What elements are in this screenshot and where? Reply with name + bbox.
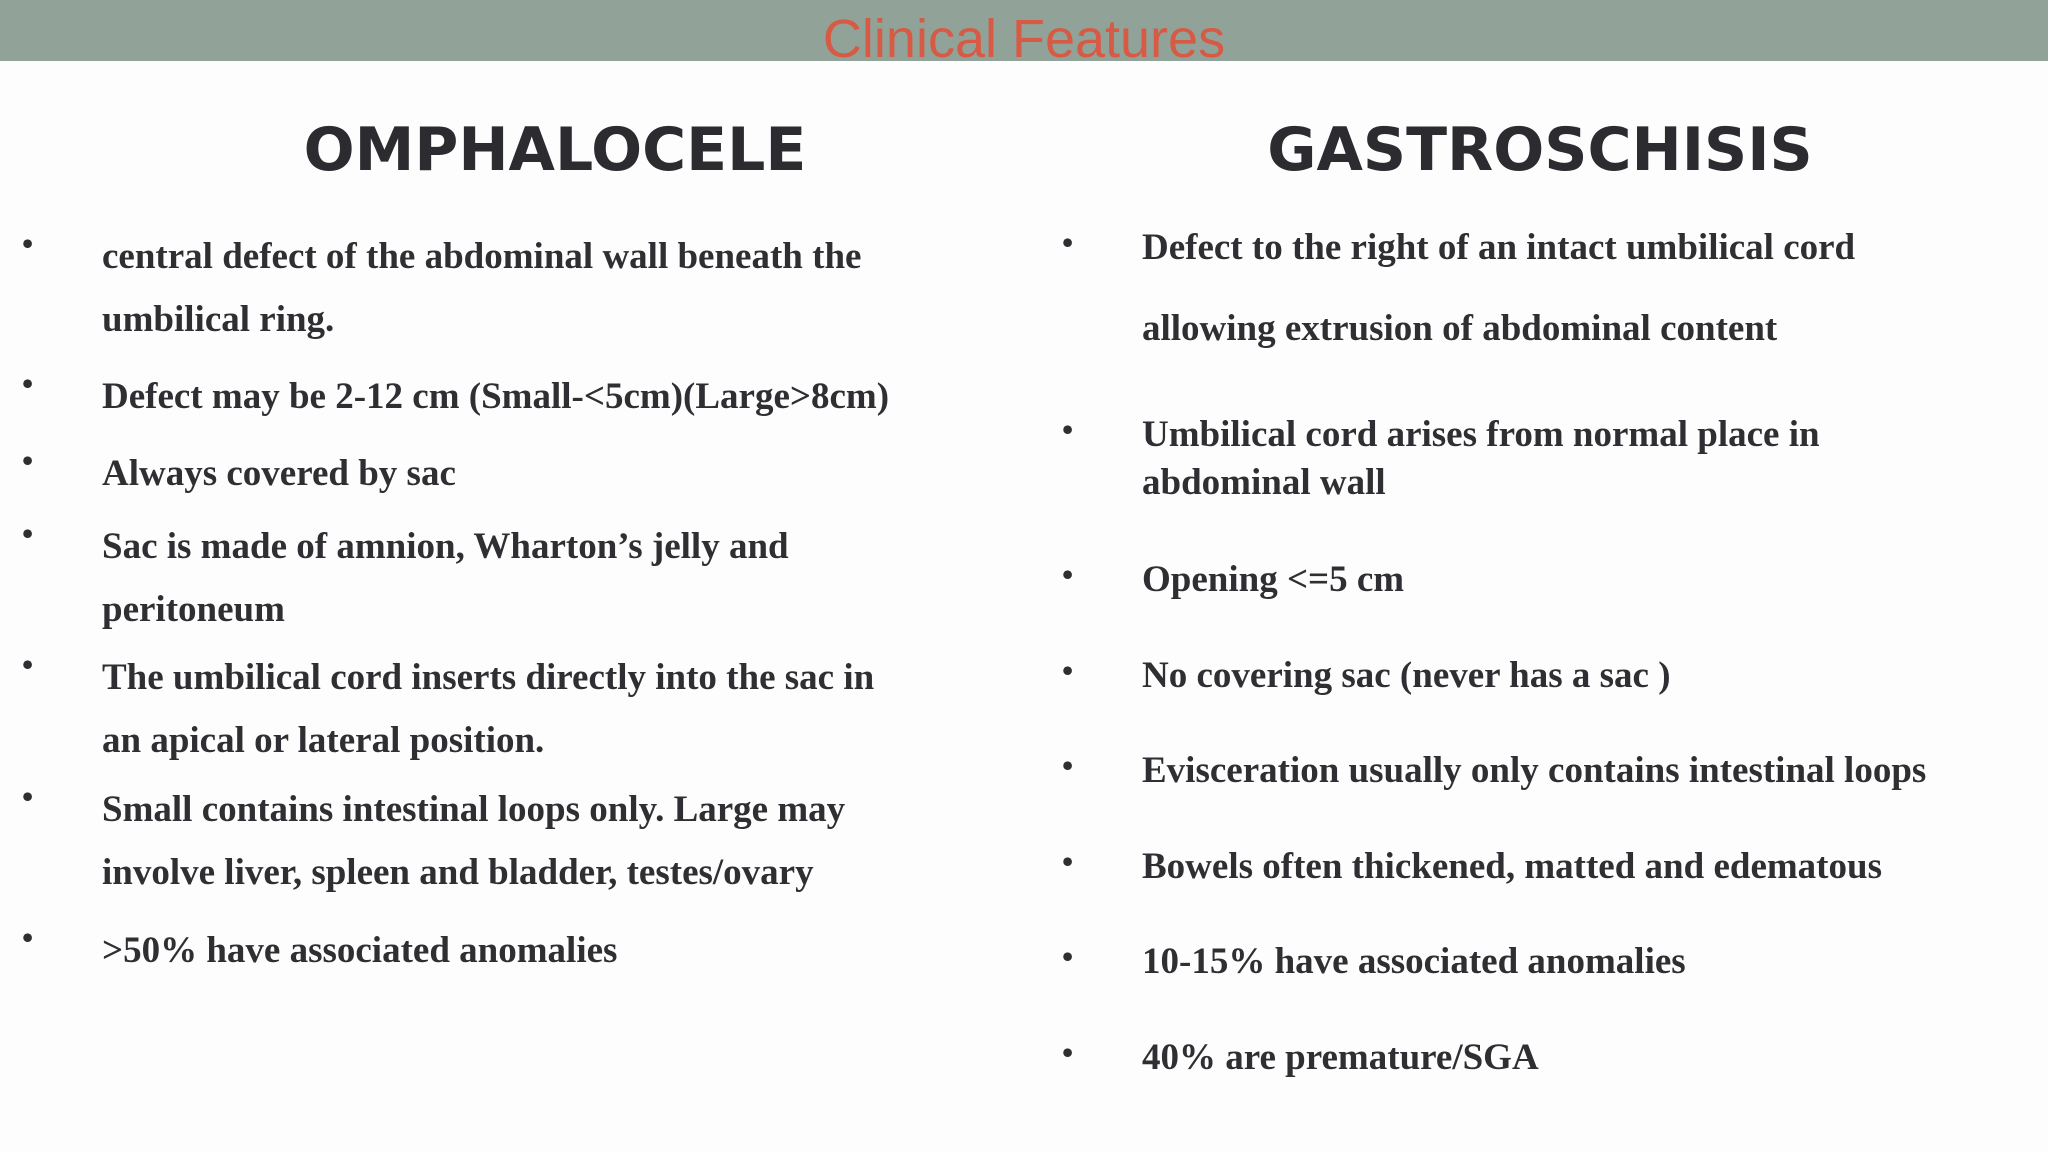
- bullet-line: No covering sac (never has a sac ): [1142, 655, 1671, 696]
- bullet-icon: •: [22, 919, 34, 955]
- bullet-line: Umbilical cord arises from normal place in: [1142, 414, 1820, 455]
- bullet-line: Opening <=5 cm: [1142, 559, 1405, 600]
- bullet-icon: •: [1062, 843, 1074, 879]
- gastroschisis-heading: GASTROSCHISIS: [1267, 115, 1813, 185]
- bullet-line: allowing extrusion of abdominal content: [1142, 308, 1778, 349]
- bullet-icon: •: [1062, 938, 1074, 974]
- bullet-line: umbilical ring.: [102, 299, 335, 340]
- bullet-line: involve liver, spleen and bladder, testes/ovary: [102, 852, 814, 893]
- bullet-icon: •: [22, 225, 34, 261]
- slide-title: Clinical Features: [822, 9, 1226, 69]
- bullet-line: Evisceration usually only contains intestinal loops: [1142, 750, 1927, 791]
- bullet-line: peritoneum: [102, 589, 285, 630]
- bullet-icon: •: [22, 646, 34, 682]
- bullet-line: Sac is made of amnion, Wharton’s jelly and: [102, 526, 789, 567]
- bullet-icon: •: [1062, 411, 1074, 447]
- bullet-line: Always covered by sac: [102, 453, 456, 494]
- bullet-icon: •: [22, 365, 34, 401]
- bullet-icon: •: [22, 778, 34, 814]
- bullet-icon: •: [1062, 747, 1074, 783]
- bullet-line: Small contains intestinal loops only. Large may: [102, 789, 846, 830]
- bullet-line: Defect to the right of an intact umbilical cord: [1142, 227, 1856, 268]
- bullet-line: Bowels often thickened, matted and edematous: [1142, 846, 1882, 887]
- bullet-line: an apical or lateral position.: [102, 720, 545, 761]
- bullet-icon: •: [1062, 1034, 1074, 1070]
- bullet-icon: •: [1062, 652, 1074, 688]
- omphalocele-heading: OMPHALOCELE: [303, 115, 807, 185]
- bullet-icon: •: [22, 515, 34, 551]
- bullet-line: >50% have associated anomalies: [102, 930, 618, 971]
- bullet-line: Defect may be 2-12 cm (Small-<5cm)(Large>8cm): [102, 376, 890, 417]
- bullet-line: 10-15% have associated anomalies: [1142, 941, 1686, 982]
- bullet-icon: •: [22, 442, 34, 478]
- bullet-icon: •: [1062, 224, 1074, 260]
- bullet-line: 40% are premature/SGA: [1142, 1037, 1539, 1078]
- bullet-line: central defect of the abdominal wall beneath the: [102, 236, 862, 277]
- bullet-line: abdominal wall: [1142, 462, 1386, 503]
- bullet-line: The umbilical cord inserts directly into the sac in: [102, 657, 875, 698]
- bullet-icon: •: [1062, 556, 1074, 592]
